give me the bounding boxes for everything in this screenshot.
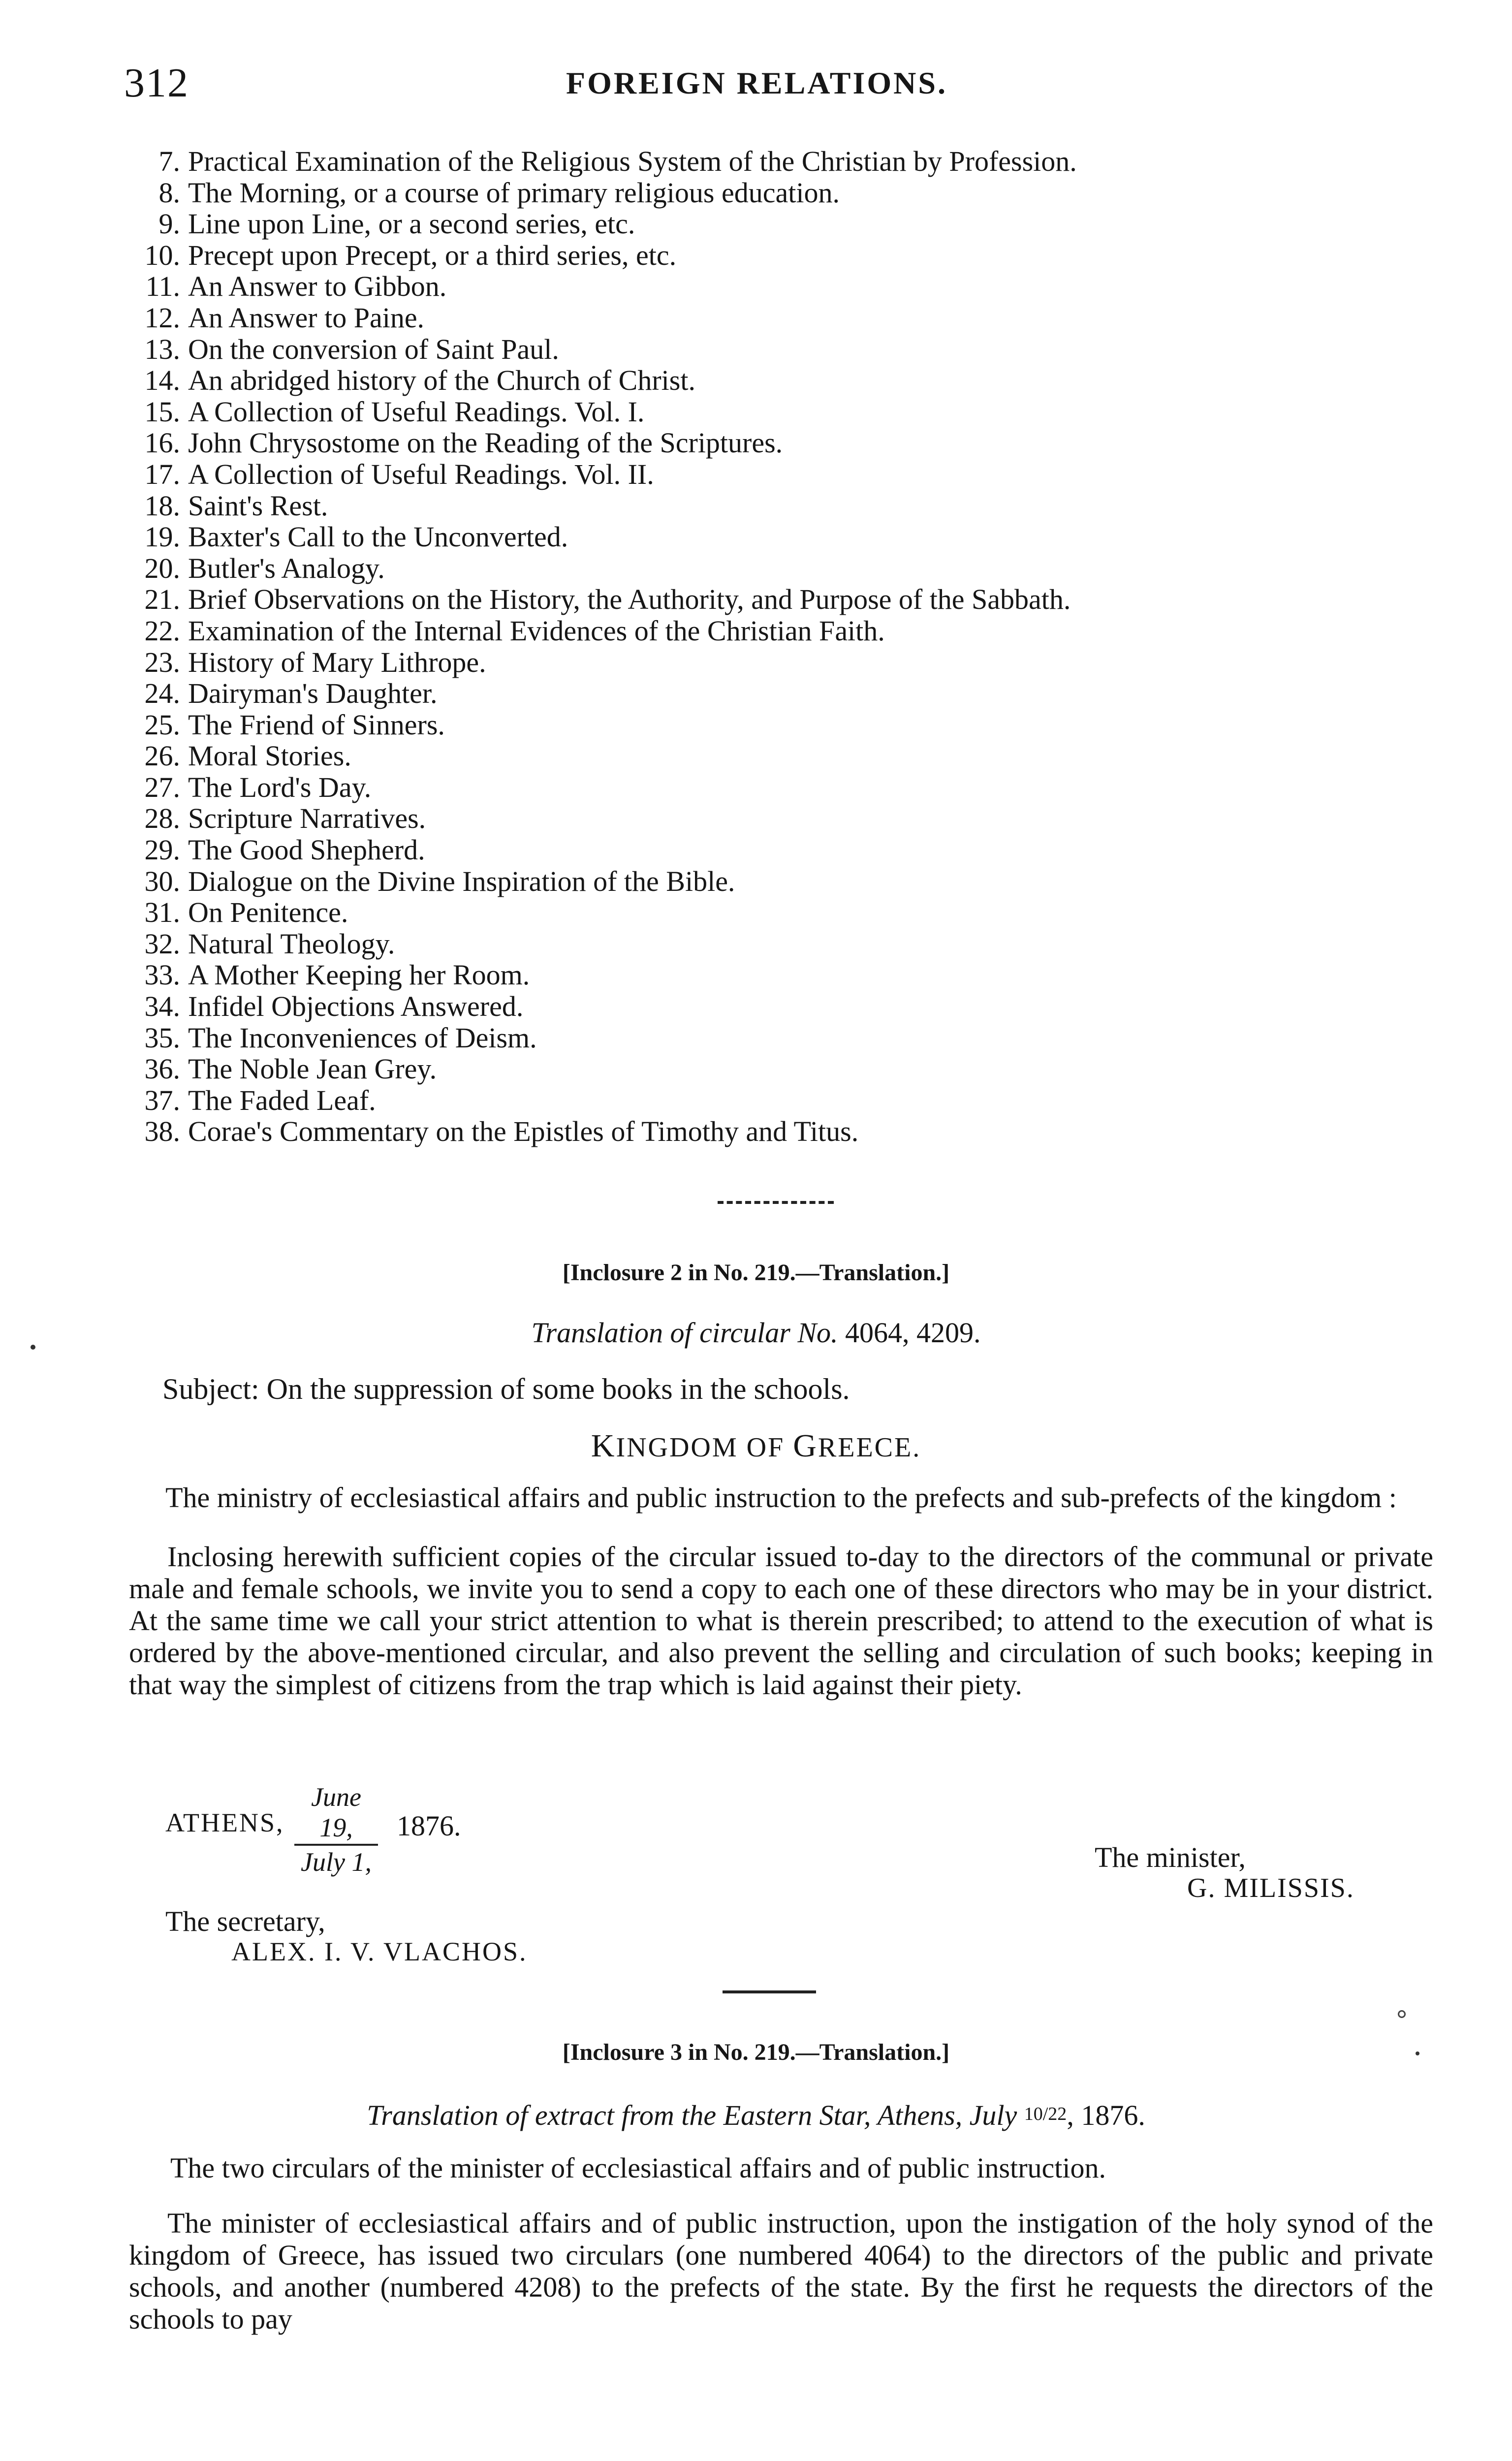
minister-title: The minister, bbox=[1095, 1841, 1246, 1873]
book-list-item bbox=[118, 1022, 1447, 1054]
date-year: 1876. bbox=[397, 1810, 461, 1842]
inclosure-3-title-fraction: 10/22 bbox=[1024, 2104, 1067, 2124]
book-list-item bbox=[118, 1116, 1447, 1147]
book-list-item bbox=[118, 647, 1447, 678]
inclosure-3-heading: The two circulars of the minister of ecclesiastical affairs and of public instruction. bbox=[170, 2152, 1106, 2184]
book-number: 29. bbox=[144, 834, 180, 866]
book-number: 23. bbox=[144, 646, 180, 678]
book-list-item bbox=[118, 521, 1447, 553]
book-number: 32. bbox=[144, 927, 180, 960]
book-number: 35. bbox=[144, 1021, 180, 1054]
addressee: The ministry of ecclesiastical affairs and public instruction to the prefects and sub-prefects of the kingdom : bbox=[165, 1482, 1397, 1514]
inclosure-3-title-year: , 1876. bbox=[1067, 2099, 1145, 2131]
book-title: Dialogue on the Divine Inspiration of the Bible. bbox=[188, 865, 735, 897]
book-title: The Inconveniences of Deism. bbox=[188, 1021, 537, 1054]
book-list-item bbox=[118, 427, 1447, 459]
book-number: 12. bbox=[144, 301, 180, 334]
book-list-item bbox=[118, 208, 1447, 240]
running-head: FOREIGN RELATIONS. bbox=[566, 65, 947, 100]
kingdom-initial-k: K bbox=[591, 1428, 616, 1464]
book-list-item bbox=[118, 553, 1447, 584]
book-title: The Friend of Sinners. bbox=[188, 708, 445, 741]
book-title: History of Mary Lithrope. bbox=[188, 646, 486, 678]
book-list-item bbox=[118, 365, 1447, 396]
book-number: 13. bbox=[144, 333, 180, 365]
book-title: Practical Examination of the Religious System of the Christian by Profession. bbox=[188, 145, 1077, 177]
book-number: 22. bbox=[144, 614, 180, 647]
book-list-item bbox=[118, 740, 1447, 772]
date-numerator: June 19, bbox=[311, 1782, 361, 1842]
book-list-item bbox=[118, 459, 1447, 490]
book-number: 25. bbox=[144, 708, 180, 741]
kingdom-initial-g: G bbox=[793, 1428, 818, 1464]
book-number: 17. bbox=[144, 458, 180, 490]
inclosure-2-body: Inclosing herewith sufficient copies of the circular issued to-day to the directors of the communal or private male and female schools, we invite you to send a copy to each one of these directors who may be in your district. At the same time we call your strict attention to what is therein prescribed; to attend to the execution of what is ordered by the above-mentioned circular, and also prevent the selling and circulation of such books; keeping in that way the simplest of citizens from the trap which is laid against their piety. bbox=[129, 1541, 1433, 1701]
book-title: Dairyman's Daughter. bbox=[188, 677, 438, 710]
book-list-item bbox=[118, 928, 1447, 960]
ink-speck bbox=[31, 1345, 35, 1350]
book-title: Examination of the Internal Evidences of the Christian Faith. bbox=[188, 614, 885, 647]
date-fraction bbox=[294, 1782, 378, 1877]
secretary-title: The secretary, bbox=[165, 1905, 325, 1937]
book-title: John Chrysostome on the Reading of the Scriptures. bbox=[188, 427, 783, 459]
book-list-item bbox=[118, 1053, 1447, 1085]
book-number: 9. bbox=[158, 208, 180, 240]
book-title: Corae's Commentary on the Epistles of Timothy and Titus. bbox=[188, 1115, 859, 1148]
book-list-item bbox=[118, 678, 1447, 709]
inclosure-2-title-numbers: 4064, 4209. bbox=[838, 1317, 981, 1349]
book-number: 14. bbox=[144, 364, 180, 397]
book-title: Infidel Objections Answered. bbox=[188, 990, 524, 1023]
book-number: 19. bbox=[144, 521, 180, 553]
section-rule bbox=[723, 1990, 816, 1993]
book-number: 11. bbox=[145, 270, 180, 303]
book-title: An Answer to Paine. bbox=[188, 301, 425, 334]
book-title: Precept upon Precept, or a third series, etc. bbox=[188, 239, 677, 271]
ink-speck bbox=[1416, 2051, 1419, 2055]
book-list-item bbox=[118, 772, 1447, 803]
book-number: 33. bbox=[144, 959, 180, 991]
book-title: An Answer to Gibbon. bbox=[188, 270, 447, 303]
book-number: 21. bbox=[144, 583, 180, 616]
inclosure-2-label: [Inclosure 2 in No. 219.—Translation.] bbox=[562, 1260, 950, 1286]
book-list-item bbox=[118, 615, 1447, 647]
book-number: 8. bbox=[158, 176, 180, 209]
book-list-item bbox=[118, 1085, 1447, 1116]
book-title: Natural Theology. bbox=[188, 927, 395, 960]
book-title: The Morning, or a course of primary religious education. bbox=[188, 176, 840, 209]
book-number: 26. bbox=[144, 740, 180, 772]
book-list bbox=[118, 146, 1447, 1147]
book-number: 37. bbox=[144, 1084, 180, 1116]
book-title: Butler's Analogy. bbox=[188, 552, 385, 584]
book-list-item bbox=[118, 897, 1447, 928]
book-list-item bbox=[118, 177, 1447, 209]
kingdom-heading bbox=[0, 1427, 1512, 1465]
book-title: Baxter's Call to the Unconverted. bbox=[188, 521, 568, 553]
book-list-item bbox=[118, 490, 1447, 522]
book-list-item bbox=[118, 959, 1447, 991]
book-title: The Good Shepherd. bbox=[188, 834, 425, 866]
book-list-item bbox=[118, 302, 1447, 334]
ink-speck bbox=[1398, 2010, 1406, 2018]
book-number: 24. bbox=[144, 677, 180, 710]
inclosure-3-body: The minister of ecclesiastical affairs and of public instruction, upon the instigation of the holy synod of the kingdom of Greece, has issued two circulars (one numbered 4064) to the directors of the public and private schools, and another (numbered 4208) to the prefects of the state. By the first he requests the directors of the schools to pay bbox=[129, 2207, 1433, 2335]
book-number: 34. bbox=[144, 990, 180, 1023]
page-header bbox=[0, 59, 1512, 113]
book-title: Moral Stories. bbox=[188, 740, 351, 772]
book-list-item bbox=[118, 709, 1447, 741]
book-title: On the conversion of Saint Paul. bbox=[188, 333, 559, 365]
book-number: 30. bbox=[144, 865, 180, 897]
book-title: The Noble Jean Grey. bbox=[188, 1053, 437, 1085]
book-title: An abridged history of the Church of Christ. bbox=[188, 364, 695, 397]
book-list-item bbox=[118, 271, 1447, 302]
book-list-item bbox=[118, 334, 1447, 365]
book-title: A Collection of Useful Readings. Vol. II. bbox=[188, 458, 654, 490]
date-denominator: July 1, bbox=[301, 1847, 372, 1877]
book-number: 38. bbox=[144, 1115, 180, 1148]
date-place: ATHENS, bbox=[165, 1808, 284, 1837]
kingdom-text-1: INGDOM OF bbox=[616, 1432, 793, 1463]
fraction-bar bbox=[294, 1844, 378, 1846]
book-title: A Mother Keeping her Room. bbox=[188, 959, 530, 991]
book-number: 18. bbox=[144, 489, 180, 522]
book-list-item bbox=[118, 240, 1447, 271]
inclosure-2-title bbox=[0, 1316, 1512, 1349]
book-number: 7. bbox=[158, 145, 180, 177]
inclosure-2-title-italic: Translation of circular No. bbox=[531, 1317, 838, 1349]
book-number: 31. bbox=[144, 896, 180, 929]
minister-name: G. MILISSIS. bbox=[1187, 1873, 1354, 1903]
book-title: The Faded Leaf. bbox=[188, 1084, 376, 1116]
book-list-item bbox=[118, 866, 1447, 897]
page-number: 312 bbox=[124, 60, 189, 106]
book-list-item bbox=[118, 146, 1447, 177]
inclosure-3-title-italic: Translation of extract from the Eastern Star, Athens, July bbox=[367, 2099, 1017, 2131]
book-number: 16. bbox=[144, 427, 180, 459]
book-title: Saint's Rest. bbox=[188, 489, 328, 522]
kingdom-text-2: REECE. bbox=[818, 1432, 921, 1463]
book-list-item bbox=[118, 991, 1447, 1022]
secretary-name: ALEX. I. V. VLACHOS. bbox=[231, 1937, 528, 1966]
book-number: 27. bbox=[144, 771, 180, 803]
book-number: 36. bbox=[144, 1053, 180, 1085]
book-list-item bbox=[118, 803, 1447, 834]
inclosure-3-title bbox=[0, 2099, 1512, 2132]
book-list-item bbox=[118, 396, 1447, 428]
book-title: Brief Observations on the History, the Authority, and Purpose of the Sabbath. bbox=[188, 583, 1071, 616]
book-title: On Penitence. bbox=[188, 896, 348, 929]
book-number: 28. bbox=[144, 802, 180, 835]
subject-line: Subject: On the suppression of some books in the schools. bbox=[162, 1373, 850, 1405]
book-title: Scripture Narratives. bbox=[188, 802, 426, 835]
book-title: The Lord's Day. bbox=[188, 771, 372, 803]
book-title: Line upon Line, or a second series, etc. bbox=[188, 208, 635, 240]
book-list-item bbox=[118, 834, 1447, 866]
book-number: 10. bbox=[144, 239, 180, 271]
section-separator bbox=[718, 1201, 834, 1204]
book-number: 20. bbox=[144, 552, 180, 584]
dateline bbox=[165, 1782, 608, 1877]
book-number: 15. bbox=[144, 395, 180, 428]
book-list-item bbox=[118, 584, 1447, 615]
inclosure-3-label: [Inclosure 3 in No. 219.—Translation.] bbox=[562, 2039, 950, 2065]
book-title: A Collection of Useful Readings. Vol. I. bbox=[188, 395, 645, 428]
